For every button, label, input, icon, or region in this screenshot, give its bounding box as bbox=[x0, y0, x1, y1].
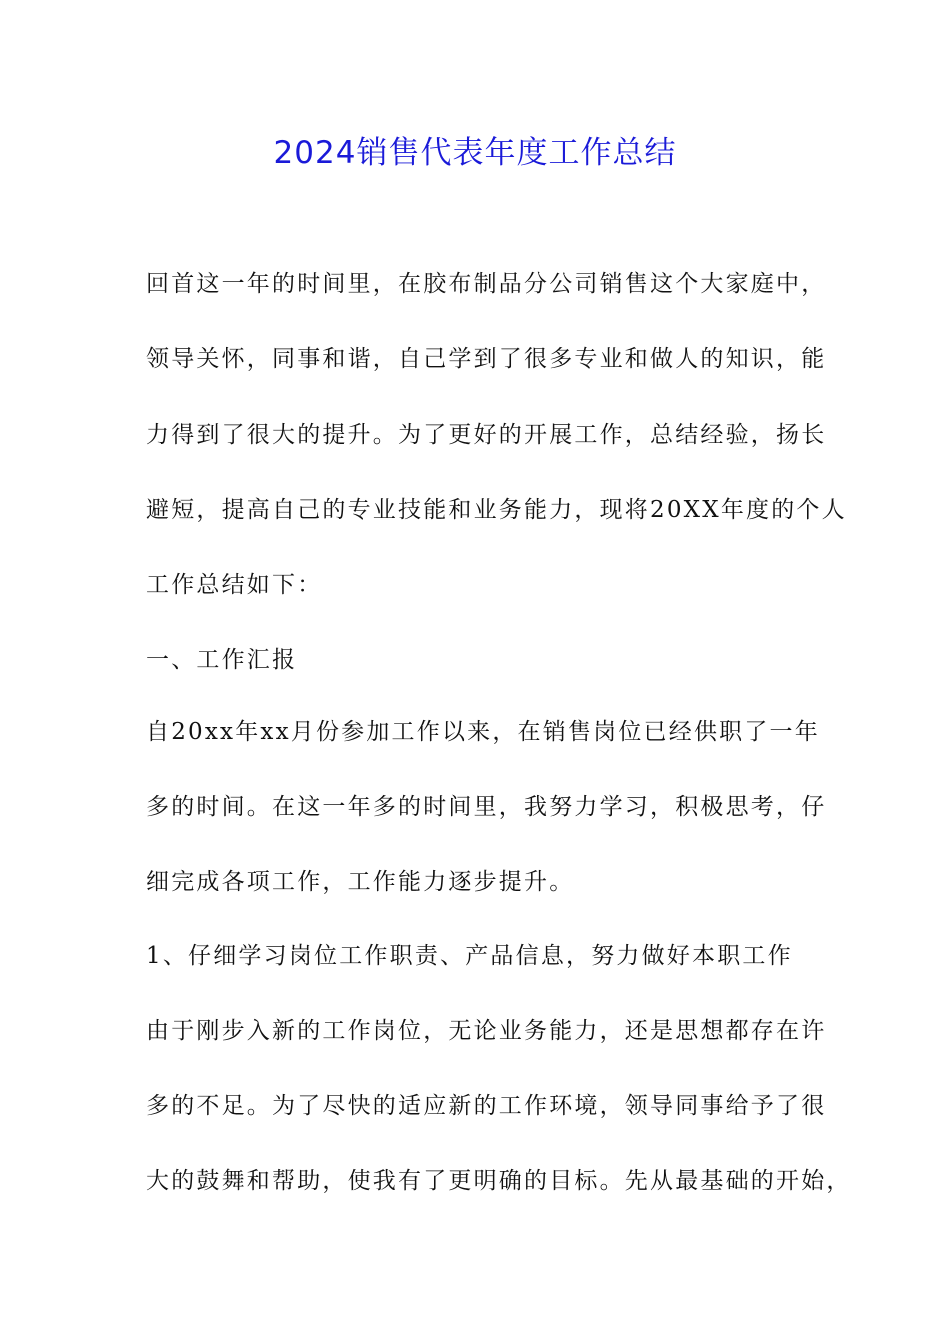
subsection-heading: 1、仔细学习岗位工作职责、产品信息，努力做好本职工作 bbox=[146, 943, 793, 969]
paragraph-line: 自20xx年xx月份参加工作以来，在销售岗位已经供职了一年 bbox=[146, 719, 820, 745]
paragraph-line: 回首这一年的时间里，在胶布制品分公司销售这个大家庭中， bbox=[146, 271, 827, 297]
paragraph-line: 多的不足。为了尽快的适应新的工作环境，领导同事给予了很 bbox=[146, 1093, 827, 1119]
paragraph-line: 细完成各项工作，工作能力逐步提升。 bbox=[146, 869, 575, 895]
paragraph-line: 大的鼓舞和帮助，使我有了更明确的目标。先从最基础的开始， bbox=[146, 1168, 852, 1194]
paragraph-line: 领导关怀，同事和谐，自己学到了很多专业和做人的知识，能 bbox=[146, 346, 827, 372]
document-title: 2024销售代表年度工作总结 bbox=[273, 135, 677, 171]
paragraph-line: 力得到了很大的提升。为了更好的开展工作，总结经验，扬长 bbox=[146, 422, 827, 448]
paragraph-line: 由于刚步入新的工作岗位，无论业务能力，还是思想都存在许 bbox=[146, 1018, 827, 1044]
paragraph-line: 工作总结如下： bbox=[146, 572, 323, 598]
paragraph-line: 避短，提高自己的专业技能和业务能力，现将20XX年度的个人 bbox=[146, 497, 847, 523]
section-heading: 一、工作汇报 bbox=[146, 647, 298, 673]
paragraph-line: 多的时间。在这一年多的时间里，我努力学习，积极思考，仔 bbox=[146, 794, 827, 820]
